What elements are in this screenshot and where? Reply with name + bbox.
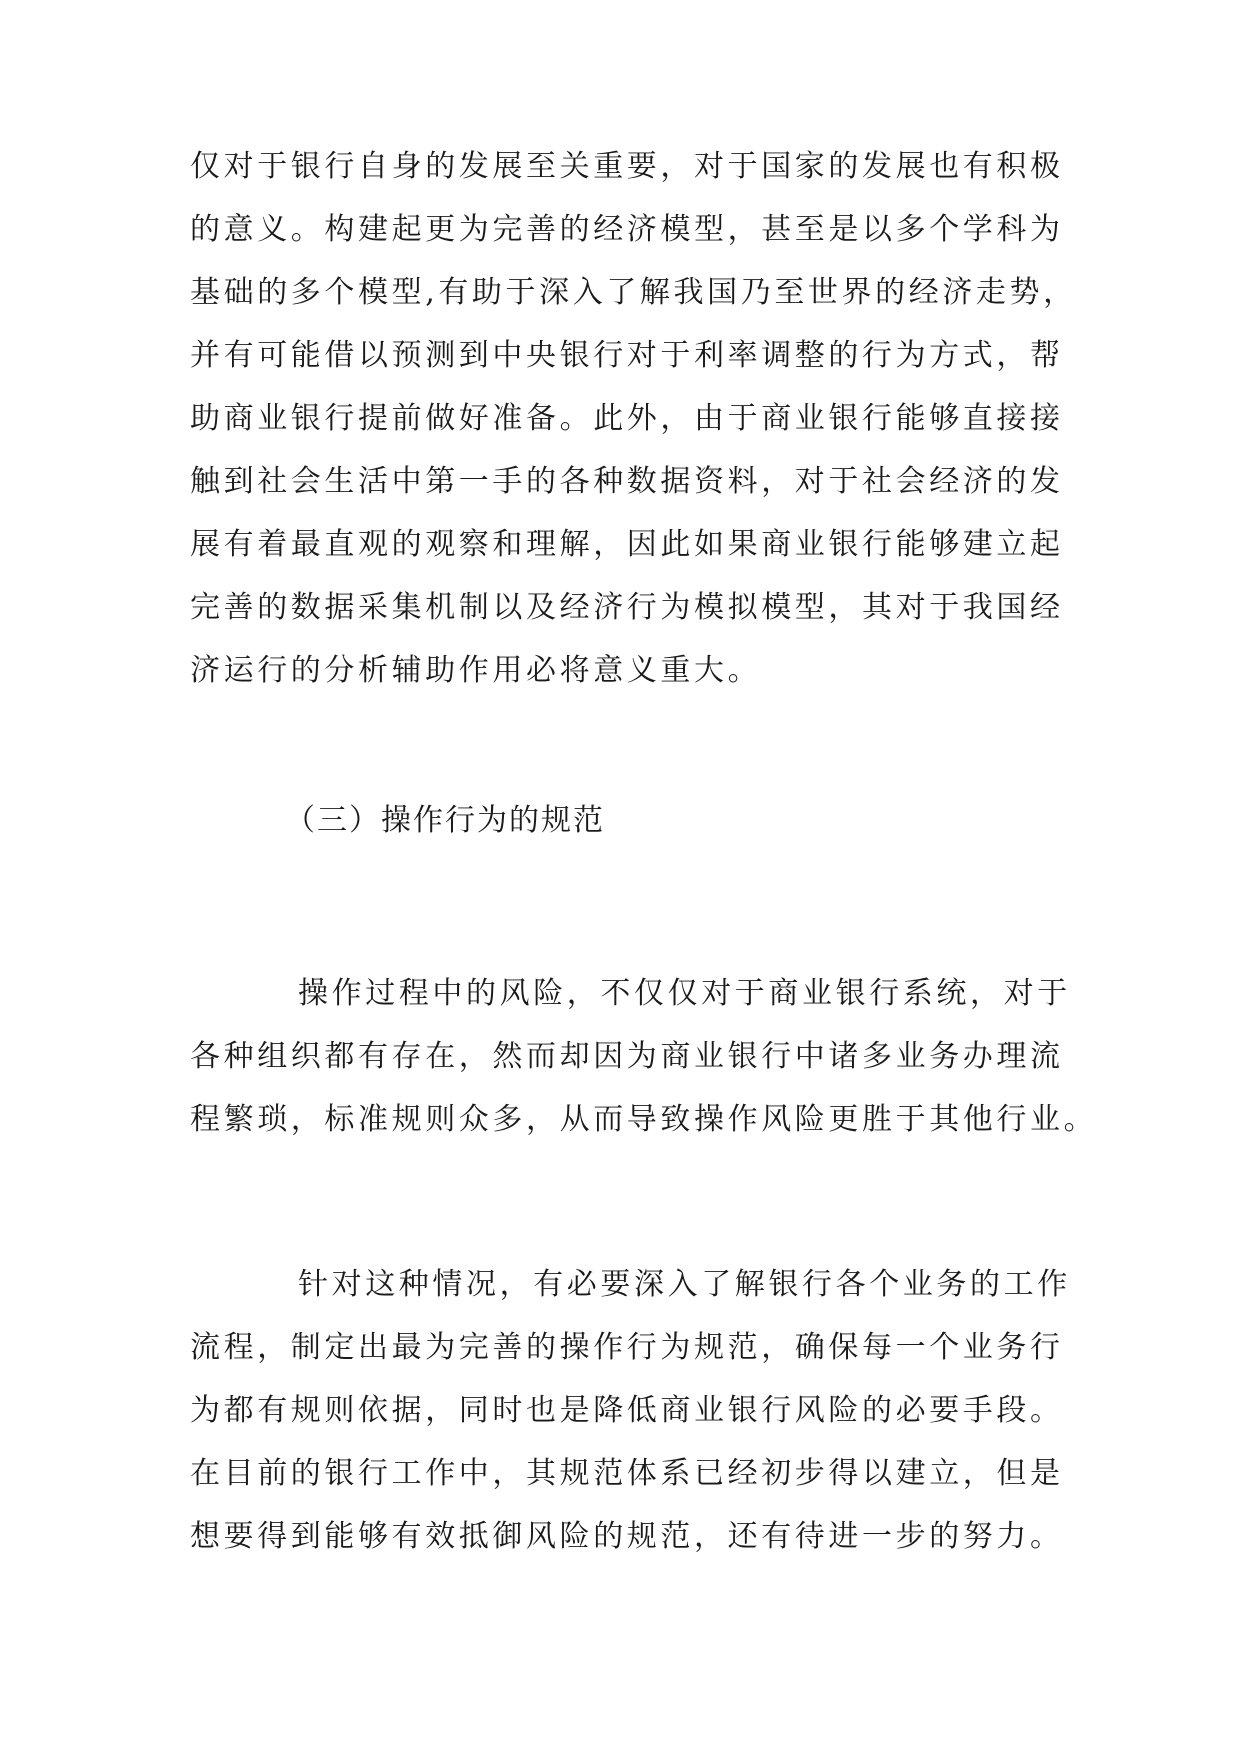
paragraph-line: 助商业银行提前做好准备。此外，由于商业银行能够直接接	[190, 401, 1064, 436]
paragraph-line: 各种组织都有存在，然而却因为商业银行中诸多业务办理流	[190, 1039, 1064, 1074]
paragraph-line: 触到社会生活中第一手的各种数据资料，对于社会经济的发	[190, 464, 1064, 499]
paragraph-line: 济运行的分析辅助作用必将意义重大。	[190, 653, 762, 688]
paragraph-line: 操作过程中的风险，不仅仅对于商业银行系统，对于	[298, 976, 1071, 1011]
paragraph-line: 程繁琐，标准规则众多，从而导致操作风险更胜于其他行业。	[190, 1102, 1098, 1137]
paragraph-line: 完善的数据采集机制以及经济行为模拟模型，其对于我国经	[190, 590, 1064, 625]
section-heading: （三）操作行为的规范	[285, 803, 605, 838]
paragraph-line: 在目前的银行工作中，其规范体系已经初步得以建立，但是	[190, 1456, 1064, 1491]
paragraph-line: 流程，制定出最为完善的操作行为规范，确保每一个业务行	[190, 1330, 1064, 1365]
paragraph-line: 展有着最直观的观察和理解，因此如果商业银行能够建立起	[190, 527, 1064, 562]
paragraph-line: 仅对于银行自身的发展至关重要，对于国家的发展也有积极	[190, 149, 1064, 184]
paragraph-line: 的意义。构建起更为完善的经济模型，甚至是以多个学科为	[190, 212, 1064, 247]
paragraph-line: 想要得到能够有效抵御风险的规范，还有待进一步的努力。	[190, 1519, 1064, 1554]
paragraph-line: 并有可能借以预测到中央银行对于利率调整的行为方式，帮	[190, 338, 1064, 373]
paragraph-line: 基础的多个模型,有助于深入了解我国乃至世界的经济走势，	[190, 275, 1077, 310]
paragraph-line: 为都有规则依据，同时也是降低商业银行风险的必要手段。	[190, 1393, 1064, 1428]
paragraph-line: 针对这种情况，有必要深入了解银行各个业务的工作	[298, 1267, 1071, 1302]
